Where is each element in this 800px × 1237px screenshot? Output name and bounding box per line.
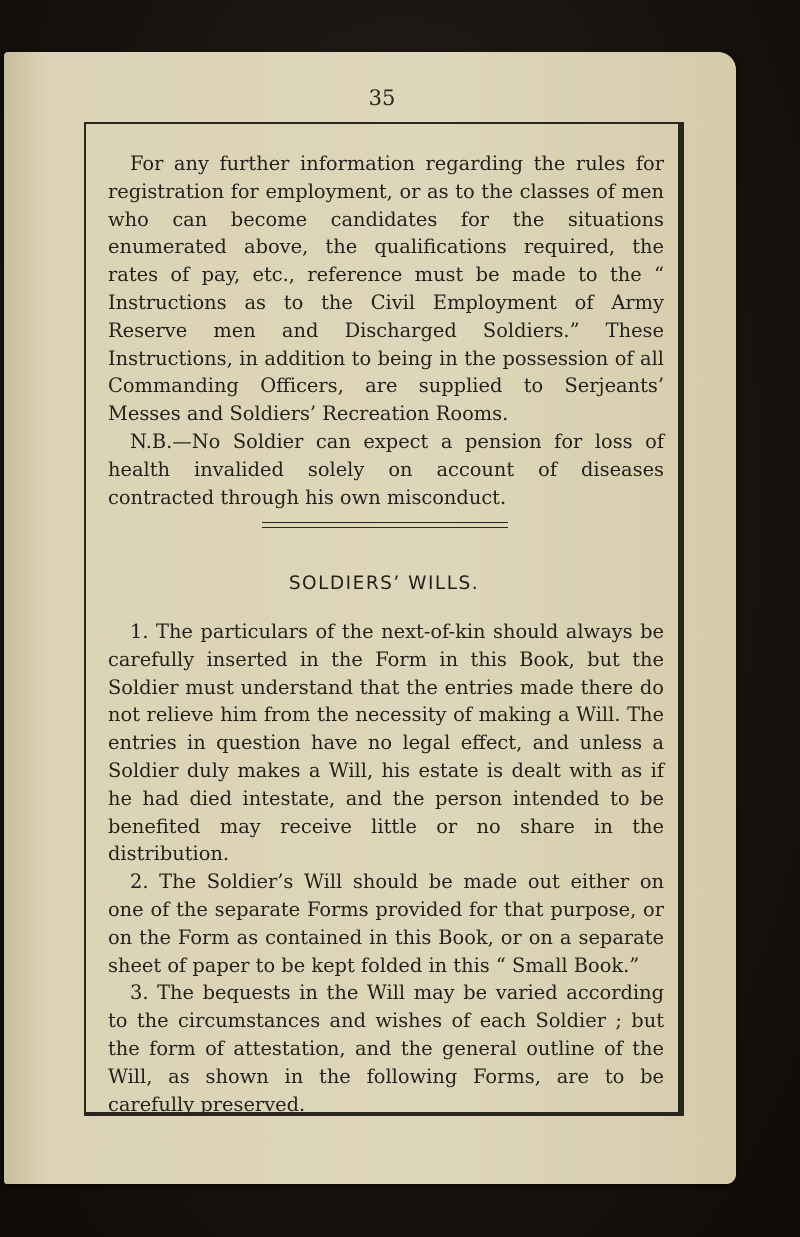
- wills-paragraph-3: 3. The bequests in the Will may be varied according to the circumstances and wishes of each Soldier ; but the form of attestation, and the general outline of the Will, as shown in the following Forms, are to be carefully preserved.: [108, 981, 664, 1116]
- page-border-shadow-right: [680, 122, 684, 1116]
- section-heading: SOLDIERS’ WILLS.: [288, 573, 480, 594]
- wills-text: [108, 618, 664, 1118]
- page-number: 35: [368, 86, 396, 110]
- intro-paragraph-1: For any further information regarding the rules for registration for employment, or as to the classes of men who can become candidates for the situations enumerated above, the qualifications required, the rates of pay, etc., reference must be made to the “ Instructions as to the Civil Employment of Army Reserve men and Discharged Soldiers.” These Instructions, in addition to being in the possession of all Commanding Officers, are supplied to Serjeants’ Messes and Soldiers’ Recreation Rooms.: [108, 152, 664, 426]
- section-divider: [262, 522, 508, 528]
- wills-paragraph-1: 1. The particulars of the next-of-kin should always be carefully inserted in the Form in this Book, but the Soldier must understand that the entries made there do not relieve him from the necessity of making a Will. The entries in question have no legal effect, and unless a Soldier duly makes a Will, his estate is dealt with as if he had died intestate, and the person intended to be benefited may receive little or no share in the distribution.: [108, 620, 664, 866]
- wills-paragraph-2: 2. The Soldier’s Will should be made out either on one of the separate Forms provided for that purpose, or on the Form as contained in this Book, or on a separate sheet of paper to be kept folded in this “ Small Book.”: [108, 870, 664, 977]
- intro-text: [108, 150, 664, 511]
- intro-paragraph-nb: N.B.—No Soldier can expect a pension for loss of health invalided solely on account of diseases contracted through his own misconduct.: [108, 429, 664, 509]
